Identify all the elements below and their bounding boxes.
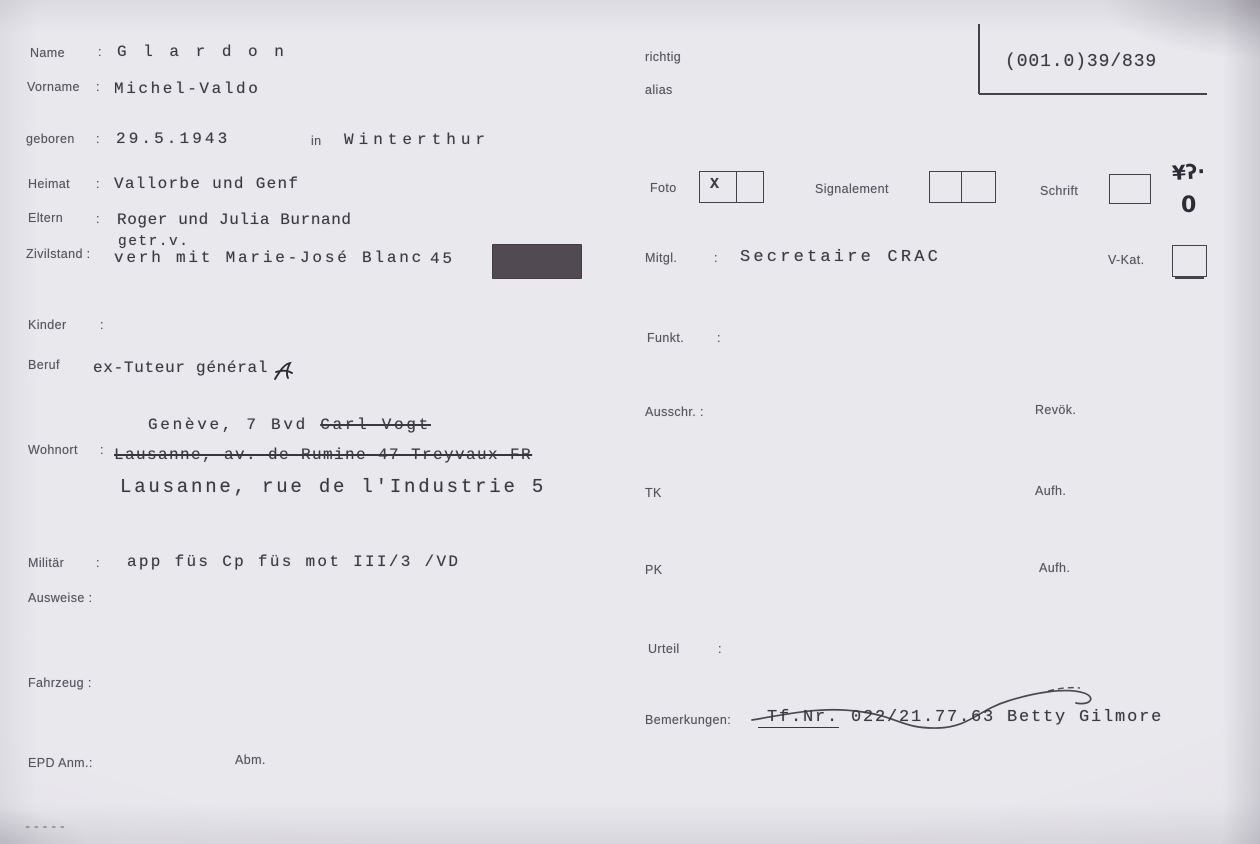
- wohnort-line1-struck: Carl Vogt: [320, 416, 431, 434]
- handwritten-zero: 0: [1181, 193, 1197, 218]
- field-label-ausschr: Ausschr. :: [645, 405, 704, 419]
- field-value-wohnort-line3: Lausanne, rue de l'Industrie 5: [120, 476, 547, 498]
- colon: :: [96, 212, 100, 226]
- wohnort-line2-struck2: Treyvaux FR: [411, 446, 533, 464]
- colon: :: [100, 318, 104, 332]
- field-label-richtig: richtig: [645, 50, 682, 64]
- field-value-heimat: Vallorbe und Genf: [114, 175, 300, 193]
- colon: :: [98, 45, 102, 59]
- field-value-beruf: ex-Tuteur général: [93, 359, 269, 377]
- schrift-checkbox: [1109, 174, 1151, 204]
- colon: :: [718, 642, 722, 656]
- bottom-dashes: -----: [24, 820, 68, 834]
- colon: :: [96, 177, 100, 191]
- colon: :: [100, 443, 104, 457]
- field-label-heimat: Heimat: [28, 177, 70, 191]
- handwritten-mark-beruf: [272, 360, 296, 384]
- field-value-name: G l a r d o n: [117, 43, 288, 61]
- field-label-eltern: Eltern: [28, 211, 64, 225]
- field-label-wohnort: Wohnort: [28, 443, 78, 457]
- reference-box-bottom-line: [979, 93, 1207, 95]
- field-label-foto: Foto: [650, 181, 677, 195]
- field-label-pk: PK: [645, 563, 663, 577]
- field-value-eltern: Roger und Julia Burnand: [117, 211, 352, 229]
- field-value-vorname: Michel-Valdo: [114, 80, 261, 98]
- field-label-revok: Revök.: [1035, 403, 1077, 417]
- field-label-schrift: Schrift: [1040, 184, 1079, 198]
- foto-checkbox: [699, 171, 764, 203]
- field-value-zivilstand: verh mit Marie-José Blanc: [114, 249, 425, 267]
- field-label-fahrzeug: Fahrzeug :: [28, 676, 92, 690]
- bemerkungen-tf-underlined: Tf.Nr.: [758, 708, 839, 728]
- field-label-vorname: Vorname: [27, 80, 80, 94]
- handwritten-mark: ¥ʔ·: [1171, 158, 1206, 186]
- colon: :: [714, 251, 718, 265]
- field-label-aufh-1: Aufh.: [1035, 484, 1067, 498]
- field-label-tk: TK: [645, 486, 662, 500]
- colon: :: [96, 132, 100, 146]
- reference-box-left-line: [978, 24, 980, 94]
- wohnort-line2-struck: Lausanne, av. de Rumine 47: [114, 446, 412, 464]
- field-label-epd-anm: EPD Anm.:: [28, 756, 93, 770]
- colon: :: [96, 80, 100, 94]
- field-label-alias: alias: [645, 83, 673, 97]
- field-label-geboren: geboren: [26, 132, 75, 146]
- redaction-box: [492, 244, 582, 279]
- field-label-zivilstand: Zivilstand :: [26, 247, 91, 261]
- field-label-in: in: [311, 134, 322, 148]
- field-label-militar: Militär: [28, 556, 65, 570]
- field-label-name: Name: [30, 46, 65, 60]
- colon: :: [717, 331, 721, 345]
- field-label-vkat: V-Kat.: [1108, 253, 1145, 267]
- field-value-wohnort-line1: [148, 416, 431, 434]
- bemerkungen-number: 022/21.77.63: [839, 708, 1008, 727]
- field-value-zivilstand-number: 45: [430, 250, 455, 268]
- foto-check-mark: X: [710, 176, 720, 193]
- field-value-militar: app füs Cp füs mot III/3 /VD: [127, 553, 461, 571]
- vkat-checkbox: [1172, 245, 1207, 277]
- signalement-checkbox: [929, 171, 996, 203]
- foto-checkbox-divider: [736, 172, 737, 202]
- field-label-urteil: Urteil: [648, 642, 680, 656]
- wohnort-line1-plain: Genève, 7 Bvd: [148, 416, 321, 434]
- field-value-geboren: 29.5.1943: [116, 130, 231, 148]
- bemerkungen-person: Betty Gilmore: [1007, 708, 1164, 727]
- field-label-beruf: Beruf: [28, 358, 60, 372]
- field-label-aufh-2: Aufh.: [1039, 561, 1071, 575]
- field-label-ausweise: Ausweise :: [28, 591, 93, 605]
- colon: :: [96, 556, 100, 570]
- field-value-mitgl: Secretaire CRAC: [740, 248, 942, 267]
- handwritten-strike: [748, 682, 1148, 732]
- field-label-signalement: Signalement: [815, 182, 889, 196]
- field-label-mitgl: Mitgl.: [645, 251, 678, 265]
- signalement-checkbox-divider: [961, 172, 962, 202]
- field-value-wohnort-line2: [114, 446, 532, 464]
- field-value-geburtsort: Winterthur: [344, 131, 491, 149]
- field-label-funkt: Funkt.: [647, 331, 685, 345]
- field-label-abm: Abm.: [235, 753, 266, 767]
- reference-number: (001.0)39/839: [1005, 52, 1158, 72]
- field-value-zivilstand-overtype: getr.v.: [118, 234, 190, 250]
- field-label-bemerkungen: Bemerkungen:: [645, 713, 732, 727]
- field-label-kinder: Kinder: [28, 318, 67, 332]
